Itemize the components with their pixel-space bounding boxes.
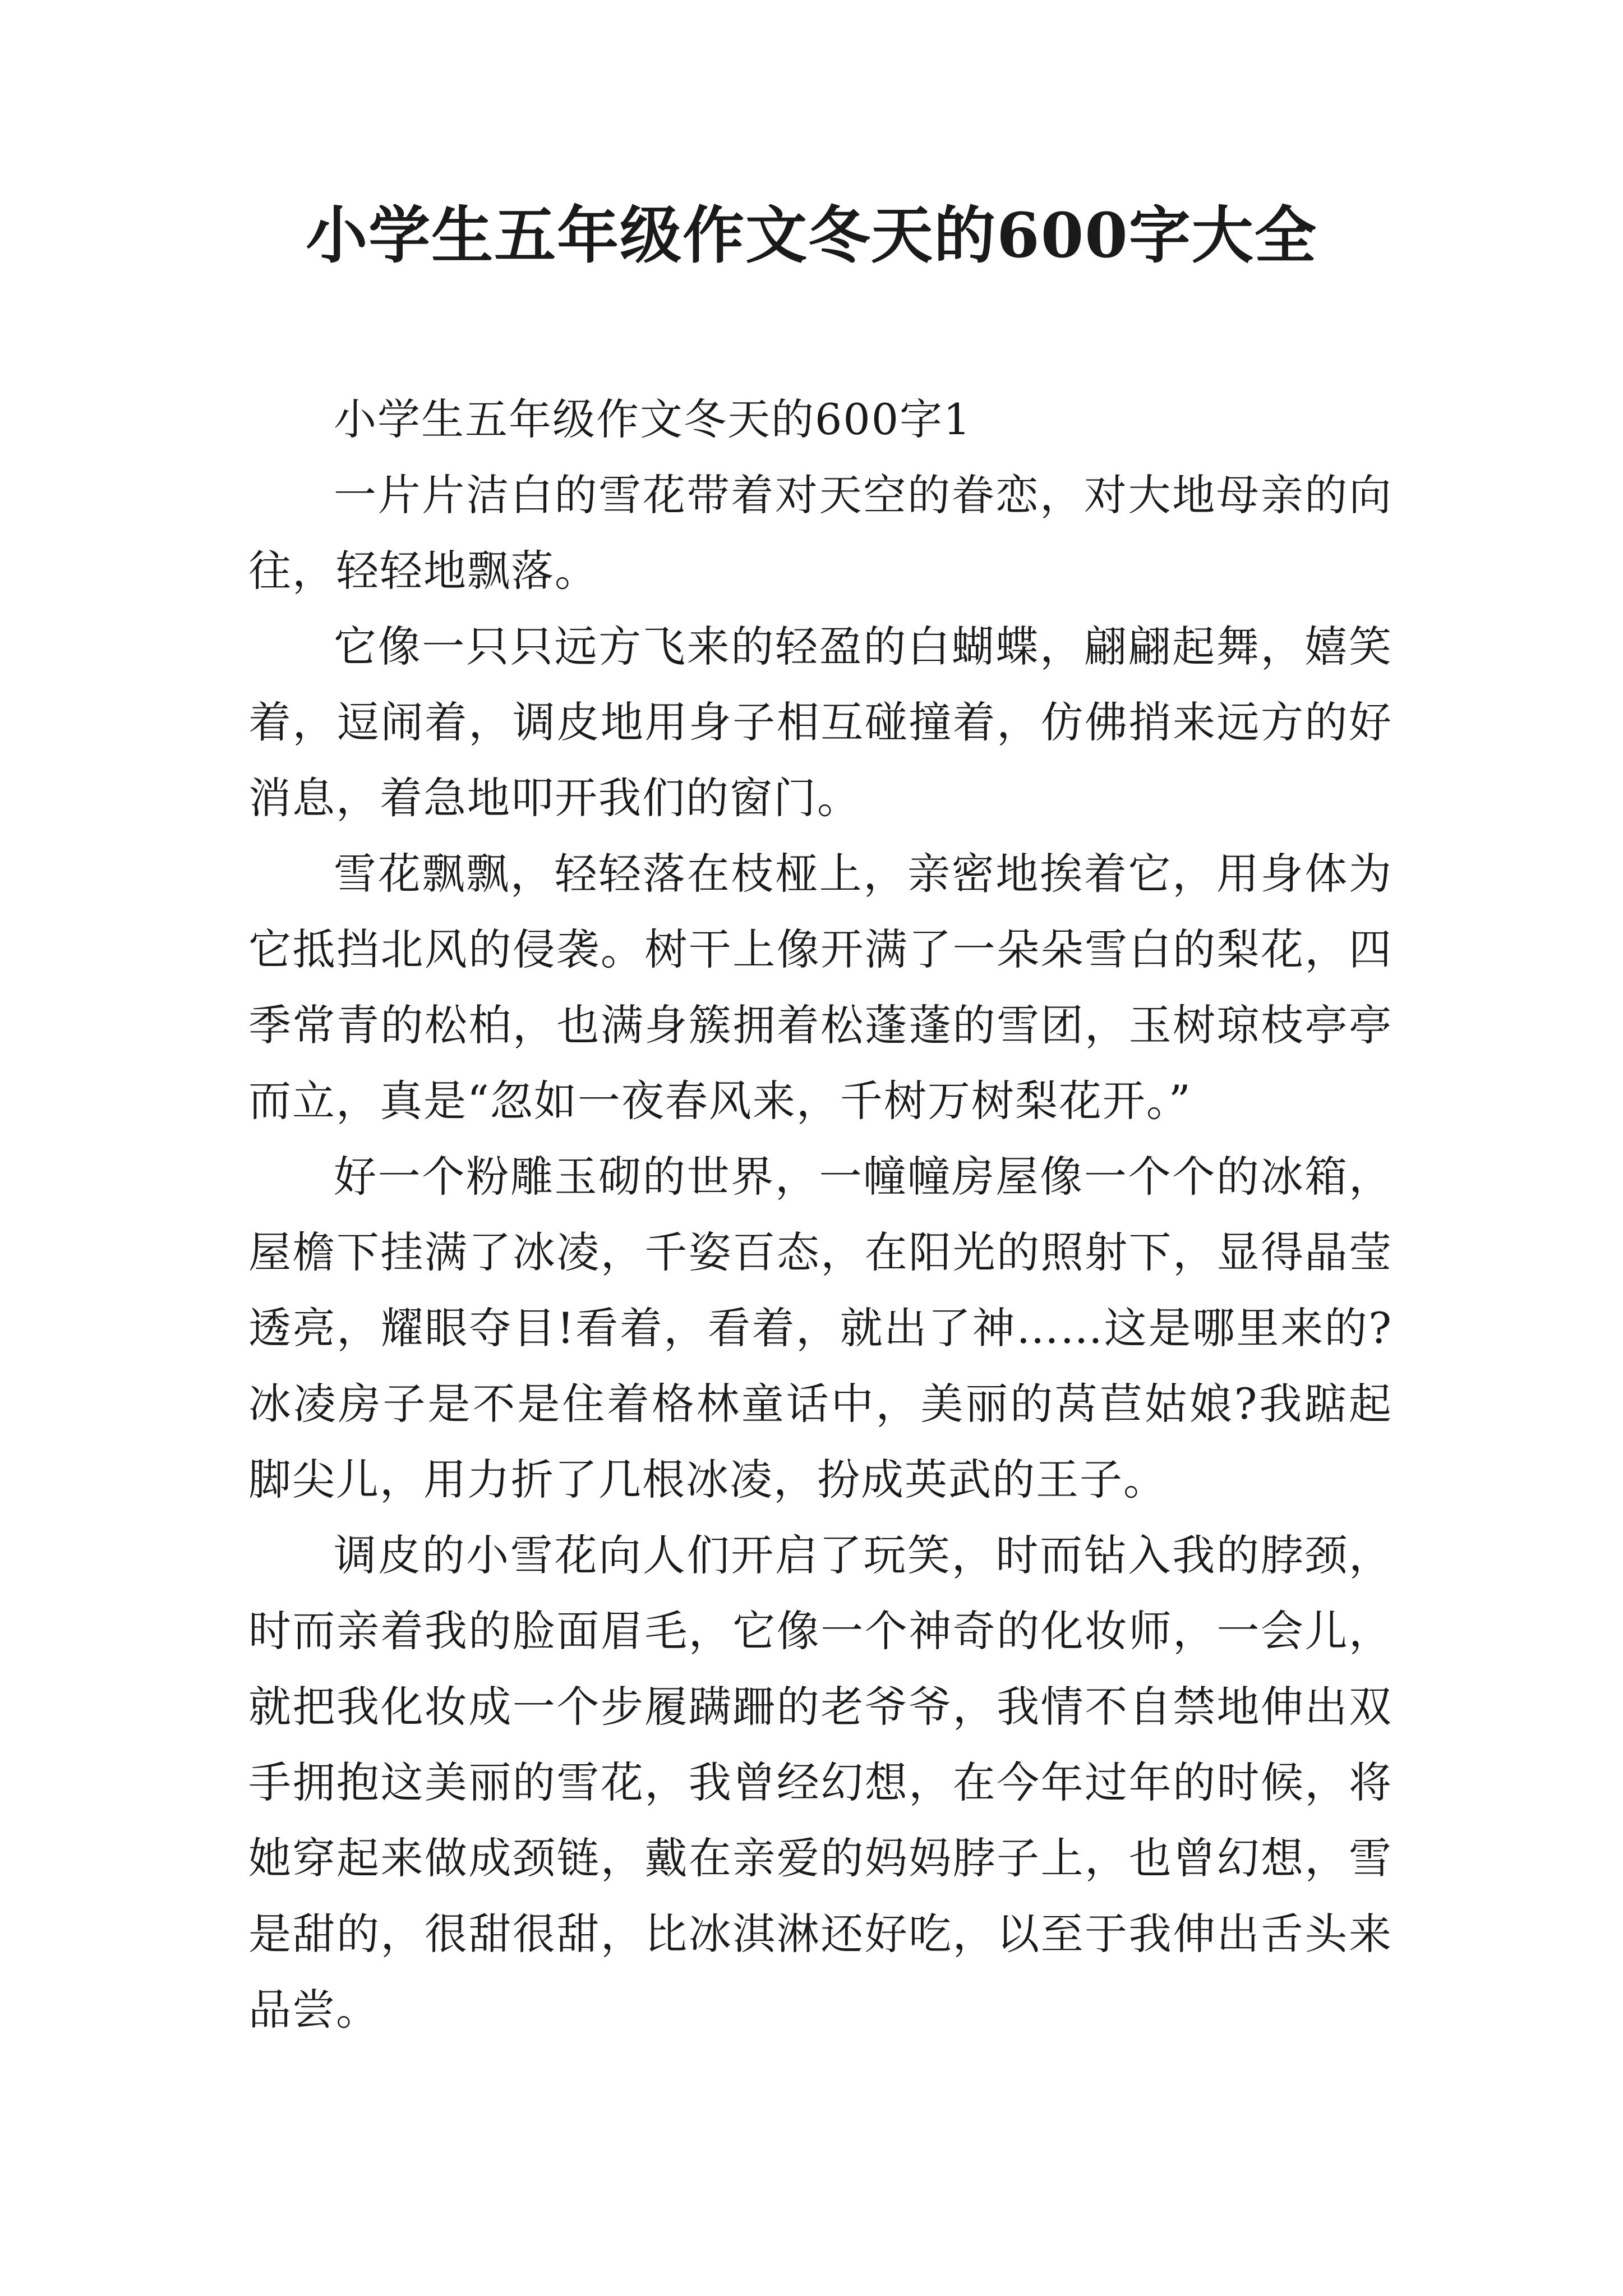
paragraph: 一片片洁白的雪花带着对天空的眷恋，对大地母亲的向往，轻轻地飘落。	[248, 470, 1393, 596]
paragraph: 雪花飘飘，轻轻落在枝桠上，亲密地挨着它，用身体为它抵挡北风的侵袭。树干上像开满了一朵朵雪白的梨花，四季常青的松柏，也满身簇拥着松蓬蓬的雪团，玉树琼枝亭亭而立，真是“忽如一夜春风来，千树万树梨花开。”	[248, 849, 1393, 1126]
paragraph: 它像一只只远方飞来的轻盈的白蝴蝶，翩翩起舞，嬉笑着，逗闹着，调皮地用身子相互碰撞着，仿佛捎来远方的好消息，着急地叩开我们的窗门。	[248, 622, 1393, 823]
paragraph: 调皮的小雪花向人们开启了玩笑，时而钻入我的脖颈，时而亲着我的脸面眉毛，它像一个神奇的化妆师，一会儿，就把我化妆成一个步履蹒跚的老爷爷，我情不自禁地伸出双手拥抱这美丽的雪花，我曾经幻想，在今年过年的时候，将她穿起来做成颈链，戴在亲爱的妈妈脖子上，也曾幻想，雪是甜的，很甜很甜，比冰淇淋还好吃，以至于我伸出舌头来品尝。	[248, 1530, 1393, 2035]
essay-heading: 小学生五年级作文冬天的600字1	[334, 394, 972, 444]
paragraph: 好一个粉雕玉砌的世界，一幢幢房屋像一个个的冰箱，屋檐下挂满了冰凌，千姿百态，在阳光的照射下，显得晶莹透亮，耀眼夺目!看着，看着，就出了神……这是哪里来的?冰凌房子是不是住着格林童话中，美丽的莴苣姑娘?我踮起脚尖儿，用力折了几根冰凌，扮成英武的王子。	[248, 1152, 1393, 1504]
document-body	[248, 381, 1393, 2047]
document-title: 小学生五年级作文冬天的600字大全	[306, 199, 1317, 272]
